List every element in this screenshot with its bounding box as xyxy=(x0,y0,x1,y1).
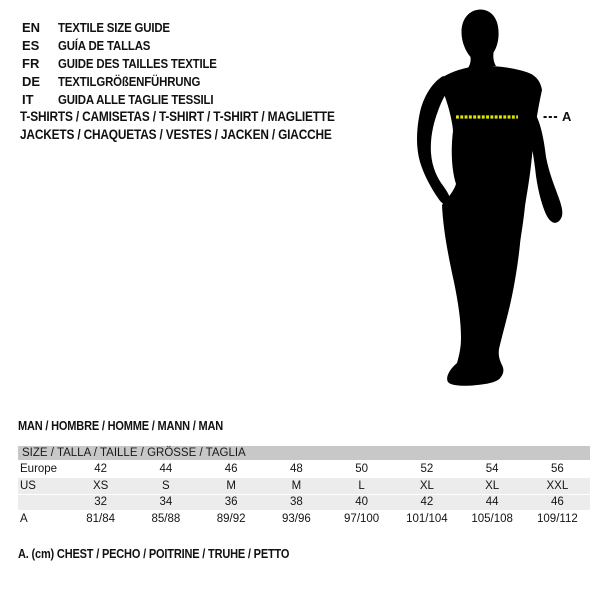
language-code: EN xyxy=(22,19,41,35)
row-label xyxy=(18,494,68,510)
size-cell: 38 xyxy=(289,496,303,508)
size-cell: 101/104 xyxy=(406,513,448,526)
language-label: TEXTILGRÖßENFÜHRUNG xyxy=(58,73,201,89)
size-cell: 42 xyxy=(94,463,108,475)
language-code: ES xyxy=(22,37,40,53)
category-line-jackets: JACKETS / CHAQUETAS / VESTES / JACKEN / GIACCHE xyxy=(20,127,332,143)
size-table xyxy=(18,446,590,528)
size-cell: 93/96 xyxy=(281,513,311,526)
size-cell: S xyxy=(162,479,170,492)
size-cell: 34 xyxy=(159,496,173,508)
size-table-header: SIZE / TALLA / TAILLE / GRÖSSE / TAGLIA xyxy=(18,446,590,460)
section-title-man: MAN / HOMBRE / HOMME / MANN / MAN xyxy=(18,419,224,433)
size-cell: 109/112 xyxy=(537,513,578,526)
language-label: GUÍA DE TALLAS xyxy=(58,37,151,53)
size-cell: 46 xyxy=(224,463,238,475)
size-cell: L xyxy=(358,479,365,492)
size-cell: 32 xyxy=(94,496,108,508)
row-label: Europe xyxy=(20,463,58,475)
row-label: A xyxy=(20,513,28,526)
size-cell: 56 xyxy=(550,463,564,475)
row-label: US xyxy=(20,479,36,492)
size-cell: 89/92 xyxy=(216,513,246,526)
size-cell: 44 xyxy=(485,496,499,508)
size-cell: M xyxy=(291,479,302,492)
size-cell: 54 xyxy=(485,463,499,475)
size-cell: 85/88 xyxy=(151,513,181,526)
language-code: DE xyxy=(22,73,41,89)
measurement-label-a: A xyxy=(562,109,572,124)
size-cell: 50 xyxy=(355,463,369,475)
language-code: IT xyxy=(22,91,34,107)
size-cell: M xyxy=(226,479,236,492)
language-label: GUIDA ALLE TAGLIE TESSILI xyxy=(58,91,214,107)
table-row-chest-a xyxy=(18,510,590,528)
size-cell: 52 xyxy=(420,463,434,475)
language-code: FR xyxy=(22,55,40,71)
size-cell: XXL xyxy=(546,479,569,492)
size-cell: 46 xyxy=(550,496,564,508)
size-cell: 105/108 xyxy=(471,513,513,526)
language-label: TEXTILE SIZE GUIDE xyxy=(58,19,170,35)
table-row-us xyxy=(18,478,590,494)
size-cell: 36 xyxy=(224,496,238,508)
size-cell: 48 xyxy=(289,463,303,475)
size-cell: XL xyxy=(485,479,500,492)
size-cell: XS xyxy=(92,479,109,492)
table-row-europe xyxy=(18,460,590,478)
size-cell: 81/84 xyxy=(86,513,116,526)
category-line-tshirts: T-SHIRTS / CAMISETAS / T-SHIRT / T-SHIRT / MAGLIETTE xyxy=(20,108,335,124)
silhouette-head xyxy=(462,10,499,69)
size-cell: 42 xyxy=(420,496,434,508)
size-cell: 44 xyxy=(159,463,173,475)
table-row-us-numeric xyxy=(18,494,590,510)
size-cell: 40 xyxy=(355,496,369,508)
size-table-header-row xyxy=(18,446,590,460)
size-cell: XL xyxy=(419,479,434,492)
language-label: GUIDE DES TAILLES TEXTILE xyxy=(58,55,217,71)
size-cell: 97/100 xyxy=(344,513,380,526)
measurement-footnote: A. (cm) CHEST / PECHO / POITRINE / TRUHE / PETTO xyxy=(18,547,290,561)
